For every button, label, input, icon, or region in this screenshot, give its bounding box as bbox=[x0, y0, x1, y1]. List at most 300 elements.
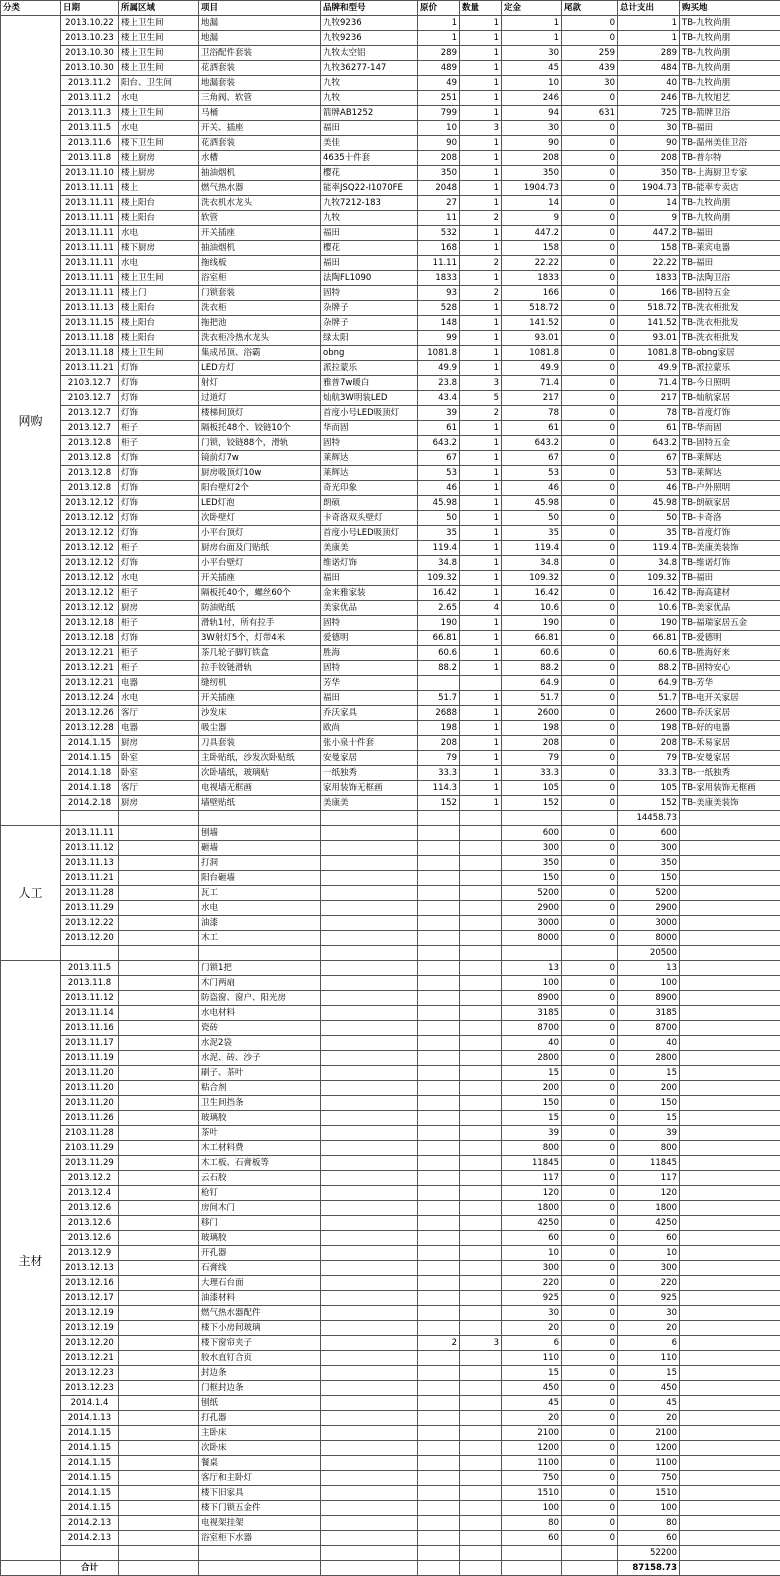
area-cell bbox=[119, 901, 199, 916]
price-cell bbox=[418, 1351, 460, 1366]
empty-cell bbox=[562, 1561, 618, 1576]
price-cell: 51.7 bbox=[418, 691, 460, 706]
deposit-cell: 15 bbox=[502, 1111, 562, 1126]
qty-cell: 1 bbox=[460, 136, 502, 151]
qty-cell: 2 bbox=[460, 211, 502, 226]
brand-cell: 樱花 bbox=[321, 241, 418, 256]
empty-cell bbox=[199, 1561, 321, 1576]
balance-cell: 0 bbox=[562, 931, 618, 946]
area-cell bbox=[119, 886, 199, 901]
date-cell: 2013.11.13 bbox=[61, 301, 119, 316]
store-cell bbox=[680, 841, 780, 856]
brand-cell bbox=[321, 1051, 418, 1066]
deposit-cell: 51.7 bbox=[502, 691, 562, 706]
deposit-cell: 16.42 bbox=[502, 586, 562, 601]
date-cell: 2013.11.11 bbox=[61, 256, 119, 271]
date-cell: 2013.11.11 bbox=[61, 826, 119, 841]
price-cell: 489 bbox=[418, 61, 460, 76]
deposit-cell: 1800 bbox=[502, 1201, 562, 1216]
price-cell: 61 bbox=[418, 421, 460, 436]
brand-cell: 福田 bbox=[321, 571, 418, 586]
date-cell: 2013.11.13 bbox=[61, 856, 119, 871]
brand-cell: 绿太阳 bbox=[321, 331, 418, 346]
price-cell: 11.11 bbox=[418, 256, 460, 271]
price-cell bbox=[418, 1156, 460, 1171]
store-cell: TB-九牧尚朋 bbox=[680, 16, 780, 31]
deposit-cell: 10 bbox=[502, 1246, 562, 1261]
qty-cell bbox=[460, 1036, 502, 1051]
balance-cell: 0 bbox=[562, 1306, 618, 1321]
deposit-cell: 2800 bbox=[502, 1051, 562, 1066]
area-cell: 灯饰 bbox=[119, 406, 199, 421]
qty-cell: 1 bbox=[460, 646, 502, 661]
balance-cell: 0 bbox=[562, 391, 618, 406]
price-cell: 46 bbox=[418, 481, 460, 496]
store-cell: TB-电开关家居 bbox=[680, 691, 780, 706]
area-cell: 客厅 bbox=[119, 706, 199, 721]
area-cell bbox=[119, 1051, 199, 1066]
store-cell: TB-固特五金 bbox=[680, 286, 780, 301]
deposit-cell: 100 bbox=[502, 976, 562, 991]
store-cell bbox=[680, 1276, 780, 1291]
header-item: 项目 bbox=[199, 1, 321, 16]
empty-cell bbox=[119, 1561, 199, 1576]
qty-cell bbox=[460, 1126, 502, 1141]
price-cell: 50 bbox=[418, 511, 460, 526]
area-cell bbox=[119, 1006, 199, 1021]
area-cell bbox=[119, 1186, 199, 1201]
date-cell: 2014.1.15 bbox=[61, 1426, 119, 1441]
balance-cell: 0 bbox=[562, 496, 618, 511]
deposit-cell: 1 bbox=[502, 31, 562, 46]
brand-cell: 法陶FL1090 bbox=[321, 271, 418, 286]
area-cell: 楼上卫生间 bbox=[119, 106, 199, 121]
store-cell: TB-九牧尚朋 bbox=[680, 196, 780, 211]
store-cell bbox=[680, 1201, 780, 1216]
table-row bbox=[1, 451, 780, 466]
total-cell: 50 bbox=[618, 511, 680, 526]
store-cell bbox=[680, 1141, 780, 1156]
qty-cell: 2 bbox=[460, 406, 502, 421]
total-cell: 39 bbox=[618, 1126, 680, 1141]
brand-cell: 九牧 bbox=[321, 91, 418, 106]
price-cell bbox=[418, 991, 460, 1006]
qty-cell: 2 bbox=[460, 286, 502, 301]
date-cell: 2014.1.15 bbox=[61, 1456, 119, 1471]
date-cell: 2013.12.12 bbox=[61, 541, 119, 556]
balance-cell: 0 bbox=[562, 691, 618, 706]
total-cell: 34.8 bbox=[618, 556, 680, 571]
deposit-cell: 79 bbox=[502, 751, 562, 766]
qty-cell bbox=[460, 1216, 502, 1231]
table-row bbox=[1, 1441, 780, 1456]
total-cell: 60 bbox=[618, 1231, 680, 1246]
table-row bbox=[1, 511, 780, 526]
item-cell: 刨墙 bbox=[199, 826, 321, 841]
balance-cell: 0 bbox=[562, 1156, 618, 1171]
table-row bbox=[1, 376, 780, 391]
price-cell: 251 bbox=[418, 91, 460, 106]
table-row bbox=[1, 1216, 780, 1231]
area-cell bbox=[119, 1246, 199, 1261]
item-cell: 次卧墙纸，玻璃贴 bbox=[199, 766, 321, 781]
total-cell: 518.72 bbox=[618, 301, 680, 316]
deposit-cell: 750 bbox=[502, 1471, 562, 1486]
store-cell bbox=[680, 1321, 780, 1336]
deposit-cell: 150 bbox=[502, 871, 562, 886]
store-cell bbox=[680, 991, 780, 1006]
balance-cell: 0 bbox=[562, 631, 618, 646]
item-cell: 拖线板 bbox=[199, 256, 321, 271]
price-cell: 208 bbox=[418, 736, 460, 751]
table-row bbox=[1, 1381, 780, 1396]
deposit-cell: 518.72 bbox=[502, 301, 562, 316]
price-cell: 27 bbox=[418, 196, 460, 211]
brand-cell: 灿航3W明装LED bbox=[321, 391, 418, 406]
table-row bbox=[1, 481, 780, 496]
balance-cell: 0 bbox=[562, 1396, 618, 1411]
qty-cell: 1 bbox=[460, 796, 502, 811]
store-cell bbox=[680, 976, 780, 991]
deposit-cell: 30 bbox=[502, 121, 562, 136]
item-cell: 次卧床 bbox=[199, 1441, 321, 1456]
total-cell: 90 bbox=[618, 136, 680, 151]
total-cell: 120 bbox=[618, 1186, 680, 1201]
category-cell: 主材 bbox=[1, 961, 61, 1561]
area-cell: 柜子 bbox=[119, 421, 199, 436]
header-brand: 品牌和型号 bbox=[321, 1, 418, 16]
balance-cell: 0 bbox=[562, 331, 618, 346]
table-row bbox=[1, 1366, 780, 1381]
date-cell: 2013.11.20 bbox=[61, 1096, 119, 1111]
qty-cell bbox=[460, 856, 502, 871]
date-cell: 2013.12.6 bbox=[61, 1231, 119, 1246]
store-cell: TB-九牧尚朋 bbox=[680, 31, 780, 46]
balance-cell: 0 bbox=[562, 1081, 618, 1096]
empty-cell bbox=[61, 946, 119, 961]
qty-cell: 1 bbox=[460, 556, 502, 571]
deposit-cell: 46 bbox=[502, 481, 562, 496]
total-cell: 8700 bbox=[618, 1021, 680, 1036]
deposit-cell: 1510 bbox=[502, 1486, 562, 1501]
store-cell: TB-户外照明 bbox=[680, 481, 780, 496]
deposit-cell: 88.2 bbox=[502, 661, 562, 676]
qty-cell bbox=[460, 1261, 502, 1276]
price-cell bbox=[418, 976, 460, 991]
item-cell: 防盗窗、窗户、阳光房 bbox=[199, 991, 321, 1006]
deposit-cell: 80 bbox=[502, 1516, 562, 1531]
qty-cell bbox=[460, 1156, 502, 1171]
store-cell bbox=[680, 901, 780, 916]
qty-cell bbox=[460, 1351, 502, 1366]
deposit-cell: 141.52 bbox=[502, 316, 562, 331]
price-cell bbox=[418, 961, 460, 976]
brand-cell bbox=[321, 1426, 418, 1441]
item-cell: 地漏 bbox=[199, 31, 321, 46]
price-cell bbox=[418, 916, 460, 931]
header-category: 分类 bbox=[1, 1, 61, 16]
store-cell bbox=[680, 856, 780, 871]
qty-cell bbox=[460, 1111, 502, 1126]
item-cell: 吸尘器 bbox=[199, 721, 321, 736]
area-cell: 楼上卫生间 bbox=[119, 271, 199, 286]
empty-cell bbox=[502, 1561, 562, 1576]
total-cell: 150 bbox=[618, 1096, 680, 1111]
date-cell: 2013.12.24 bbox=[61, 691, 119, 706]
balance-cell: 0 bbox=[562, 421, 618, 436]
date-cell: 2013.11.29 bbox=[61, 1156, 119, 1171]
price-cell: 2048 bbox=[418, 181, 460, 196]
total-cell: 10.6 bbox=[618, 601, 680, 616]
balance-cell: 0 bbox=[562, 361, 618, 376]
item-cell: 厨房吸顶灯10w bbox=[199, 466, 321, 481]
balance-cell: 259 bbox=[562, 46, 618, 61]
total-cell: 200 bbox=[618, 1081, 680, 1096]
qty-cell: 1 bbox=[460, 301, 502, 316]
brand-cell bbox=[321, 1516, 418, 1531]
balance-cell: 0 bbox=[562, 1351, 618, 1366]
date-cell: 2013.11.21 bbox=[61, 871, 119, 886]
brand-cell bbox=[321, 1321, 418, 1336]
table-row bbox=[1, 166, 780, 181]
balance-cell: 0 bbox=[562, 1171, 618, 1186]
qty-cell: 1 bbox=[460, 346, 502, 361]
qty-cell: 1 bbox=[460, 316, 502, 331]
balance-cell: 0 bbox=[562, 961, 618, 976]
date-cell: 2014.1.4 bbox=[61, 1396, 119, 1411]
store-cell bbox=[680, 1051, 780, 1066]
area-cell: 柜子 bbox=[119, 586, 199, 601]
qty-cell bbox=[460, 1186, 502, 1201]
area-cell: 楼上 bbox=[119, 181, 199, 196]
area-cell: 柜子 bbox=[119, 541, 199, 556]
deposit-cell: 643.2 bbox=[502, 436, 562, 451]
qty-cell bbox=[460, 1246, 502, 1261]
table-row bbox=[1, 466, 780, 481]
deposit-cell: 14 bbox=[502, 196, 562, 211]
store-cell: TB-洗衣柜批发 bbox=[680, 331, 780, 346]
item-cell: 楼下旧家具 bbox=[199, 1486, 321, 1501]
price-cell bbox=[418, 901, 460, 916]
qty-cell bbox=[460, 1141, 502, 1156]
area-cell bbox=[119, 1321, 199, 1336]
item-cell: 隔板托48个、铰链10个 bbox=[199, 421, 321, 436]
price-cell: 16.42 bbox=[418, 586, 460, 601]
table-row bbox=[1, 961, 780, 976]
table-row bbox=[1, 1081, 780, 1096]
table-row bbox=[1, 586, 780, 601]
table-row bbox=[1, 1471, 780, 1486]
table-row bbox=[1, 1396, 780, 1411]
table-row bbox=[1, 106, 780, 121]
qty-cell: 1 bbox=[460, 76, 502, 91]
empty-cell bbox=[418, 1561, 460, 1576]
table-row bbox=[1, 871, 780, 886]
qty-cell: 1 bbox=[460, 361, 502, 376]
area-cell: 客厅 bbox=[119, 781, 199, 796]
item-cell: 3W射灯5个，灯带4米 bbox=[199, 631, 321, 646]
item-cell: 拖把池 bbox=[199, 316, 321, 331]
area-cell bbox=[119, 991, 199, 1006]
balance-cell: 0 bbox=[562, 1096, 618, 1111]
area-cell: 楼上卫生间 bbox=[119, 346, 199, 361]
price-cell: 79 bbox=[418, 751, 460, 766]
item-cell: 射灯 bbox=[199, 376, 321, 391]
area-cell: 电器 bbox=[119, 676, 199, 691]
brand-cell bbox=[321, 1336, 418, 1351]
deposit-cell: 2900 bbox=[502, 901, 562, 916]
store-cell: TB-莱辉达 bbox=[680, 451, 780, 466]
store-cell: TB-乔沃家居 bbox=[680, 706, 780, 721]
store-cell: TB-胜海好来 bbox=[680, 646, 780, 661]
price-cell: 88.2 bbox=[418, 661, 460, 676]
qty-cell: 1 bbox=[460, 421, 502, 436]
table-row bbox=[1, 1111, 780, 1126]
subtotal-row bbox=[1, 811, 780, 826]
deposit-cell: 20 bbox=[502, 1321, 562, 1336]
balance-cell: 0 bbox=[562, 211, 618, 226]
date-cell: 2013.11.11 bbox=[61, 271, 119, 286]
total-cell: 60.6 bbox=[618, 646, 680, 661]
area-cell: 水电 bbox=[119, 121, 199, 136]
price-cell: 34.8 bbox=[418, 556, 460, 571]
store-cell bbox=[680, 931, 780, 946]
table-row bbox=[1, 31, 780, 46]
empty-cell bbox=[418, 946, 460, 961]
table-row bbox=[1, 1501, 780, 1516]
qty-cell bbox=[460, 1486, 502, 1501]
area-cell bbox=[119, 1216, 199, 1231]
item-cell: 浴室柜 bbox=[199, 271, 321, 286]
price-cell bbox=[418, 1186, 460, 1201]
item-cell: 木工材料费 bbox=[199, 1141, 321, 1156]
date-cell: 2013.12.23 bbox=[61, 1381, 119, 1396]
empty-cell bbox=[680, 946, 780, 961]
qty-cell bbox=[460, 1201, 502, 1216]
brand-cell: 福田 bbox=[321, 256, 418, 271]
balance-cell: 0 bbox=[562, 301, 618, 316]
qty-cell: 1 bbox=[460, 766, 502, 781]
item-cell: 开孔器 bbox=[199, 1246, 321, 1261]
qty-cell: 1 bbox=[460, 466, 502, 481]
area-cell: 阳台、卫生间 bbox=[119, 76, 199, 91]
total-cell: 2900 bbox=[618, 901, 680, 916]
table-row bbox=[1, 286, 780, 301]
area-cell: 水电 bbox=[119, 226, 199, 241]
qty-cell bbox=[460, 871, 502, 886]
store-cell bbox=[680, 1216, 780, 1231]
store-cell: TB-卡奇洛 bbox=[680, 511, 780, 526]
date-cell: 2013.11.17 bbox=[61, 1036, 119, 1051]
item-cell: 电视墙无框画 bbox=[199, 781, 321, 796]
brand-cell: obng bbox=[321, 346, 418, 361]
balance-cell: 0 bbox=[562, 796, 618, 811]
price-cell: 119.4 bbox=[418, 541, 460, 556]
item-cell: 隔板托40个，螺丝60个 bbox=[199, 586, 321, 601]
table-row bbox=[1, 16, 780, 31]
brand-cell: 4635十件套 bbox=[321, 151, 418, 166]
price-cell bbox=[418, 1081, 460, 1096]
brand-cell bbox=[321, 1201, 418, 1216]
price-cell: 67 bbox=[418, 451, 460, 466]
qty-cell: 3 bbox=[460, 121, 502, 136]
item-cell: 水泥、砖、沙子 bbox=[199, 1051, 321, 1066]
balance-cell: 0 bbox=[562, 1411, 618, 1426]
brand-cell: 乔沃家具 bbox=[321, 706, 418, 721]
deposit-cell: 10 bbox=[502, 76, 562, 91]
balance-cell: 0 bbox=[562, 721, 618, 736]
item-cell: 茶几轮子脚钉铁盒 bbox=[199, 646, 321, 661]
deposit-cell: 158 bbox=[502, 241, 562, 256]
qty-cell: 1 bbox=[460, 91, 502, 106]
price-cell bbox=[418, 1246, 460, 1261]
item-cell: 次卧壁灯 bbox=[199, 511, 321, 526]
qty-cell bbox=[460, 961, 502, 976]
date-cell: 2013.11.5 bbox=[61, 961, 119, 976]
brand-cell bbox=[321, 856, 418, 871]
deposit-cell: 53 bbox=[502, 466, 562, 481]
total-cell: 60 bbox=[618, 1531, 680, 1546]
brand-cell bbox=[321, 1291, 418, 1306]
item-cell: 主卧贴纸，沙发次卧贴纸 bbox=[199, 751, 321, 766]
total-cell: 2600 bbox=[618, 706, 680, 721]
total-cell: 46 bbox=[618, 481, 680, 496]
item-cell: 门锁1把 bbox=[199, 961, 321, 976]
deposit-cell: 300 bbox=[502, 1261, 562, 1276]
date-cell: 2013.12.4 bbox=[61, 1186, 119, 1201]
deposit-cell: 152 bbox=[502, 796, 562, 811]
total-cell: 158 bbox=[618, 241, 680, 256]
price-cell bbox=[418, 871, 460, 886]
empty-cell bbox=[61, 1546, 119, 1561]
brand-cell: 九牧7212-183 bbox=[321, 196, 418, 211]
date-cell: 2014.1.15 bbox=[61, 1441, 119, 1456]
total-cell: 1510 bbox=[618, 1486, 680, 1501]
date-cell: 2013.12.19 bbox=[61, 1306, 119, 1321]
item-cell: 云石胶 bbox=[199, 1171, 321, 1186]
item-cell: 滑轨1付，所有拉手 bbox=[199, 616, 321, 631]
brand-cell bbox=[321, 871, 418, 886]
table-row bbox=[1, 541, 780, 556]
qty-cell bbox=[460, 1501, 502, 1516]
date-cell: 2013.12.12 bbox=[61, 556, 119, 571]
table-row bbox=[1, 706, 780, 721]
table-row bbox=[1, 901, 780, 916]
balance-cell: 0 bbox=[562, 586, 618, 601]
balance-cell: 0 bbox=[562, 526, 618, 541]
price-cell bbox=[418, 1141, 460, 1156]
date-cell: 2013.12.18 bbox=[61, 631, 119, 646]
area-cell: 灯饰 bbox=[119, 391, 199, 406]
price-cell bbox=[418, 1126, 460, 1141]
table-row bbox=[1, 421, 780, 436]
brand-cell: 爱德明 bbox=[321, 631, 418, 646]
table-row bbox=[1, 181, 780, 196]
store-cell: TB-福田 bbox=[680, 226, 780, 241]
date-cell: 2013.11.21 bbox=[61, 361, 119, 376]
deposit-cell: 5200 bbox=[502, 886, 562, 901]
qty-cell: 1 bbox=[460, 481, 502, 496]
balance-cell: 0 bbox=[562, 1501, 618, 1516]
date-cell: 2013.11.15 bbox=[61, 316, 119, 331]
total-cell: 35 bbox=[618, 526, 680, 541]
price-cell bbox=[418, 1171, 460, 1186]
item-cell: 砸墙 bbox=[199, 841, 321, 856]
table-row bbox=[1, 1531, 780, 1546]
total-cell: 66.81 bbox=[618, 631, 680, 646]
total-cell: 15 bbox=[618, 1366, 680, 1381]
deposit-cell: 1833 bbox=[502, 271, 562, 286]
